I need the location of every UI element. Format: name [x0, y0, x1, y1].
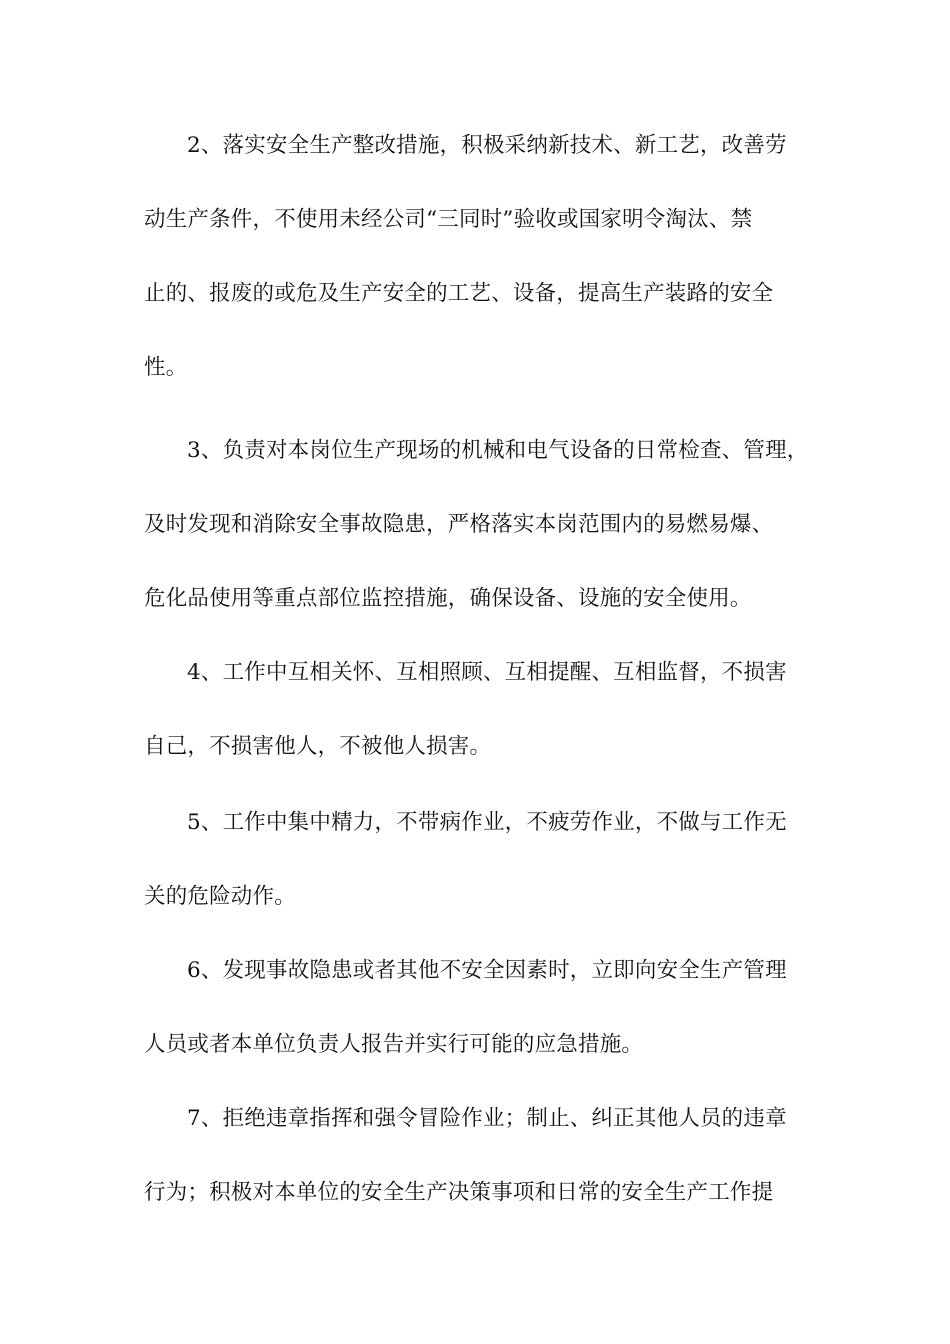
paragraph-2-line-4: 性。 [144, 355, 188, 380]
paragraph-5-line-2: 关的危险动作。 [144, 884, 296, 909]
paragraph-2-line-2: 动生产条件，不使用未经公司“三同时”验收或国家明令淘汰、禁 [144, 207, 753, 232]
paragraph-7-line-1: 7、拒绝违章指挥和强令冒险作业；制止、纠正其他人员的违章 [187, 1106, 787, 1131]
paragraph-7-line-2: 行为；积极对本单位的安全生产决策事项和日常的安全生产工作提 [144, 1180, 774, 1205]
paragraph-5-line-1: 5、工作中集中精力，不带病作业，不疲劳作业，不做与工作无 [187, 810, 787, 835]
paragraph-6-line-2: 人员或者本单位负责人报告并实行可能的应急措施。 [144, 1032, 644, 1057]
paragraph-3-line-1: 3、负责对本岗位生产现场的机械和电气设备的日常检查、管理， [187, 438, 809, 463]
paragraph-3-line-2: 及时发现和消除安全事故隐患，严格落实本岗范围内的易燃易爆、 [144, 512, 774, 537]
paragraph-4-line-1: 4、工作中互相关怀、互相照顾、互相提醒、互相监督，不损害 [187, 660, 787, 685]
paragraph-6-line-1: 6、发现事故隐患或者其他不安全因素时，立即向安全生产管理 [187, 958, 787, 983]
paragraph-2-line-3: 止的、报废的或危及生产安全的工艺、设备，提高生产装路的安全 [144, 281, 774, 306]
paragraph-3-line-3: 危化品使用等重点部位监控措施，确保设备、设施的安全使用。 [144, 586, 752, 611]
paragraph-4-line-2: 自己，不损害他人，不被他人损害。 [144, 734, 492, 759]
paragraph-2-line-1: 2、落实安全生产整改措施，积极采纳新技术、新工艺，改善劳 [187, 133, 787, 158]
